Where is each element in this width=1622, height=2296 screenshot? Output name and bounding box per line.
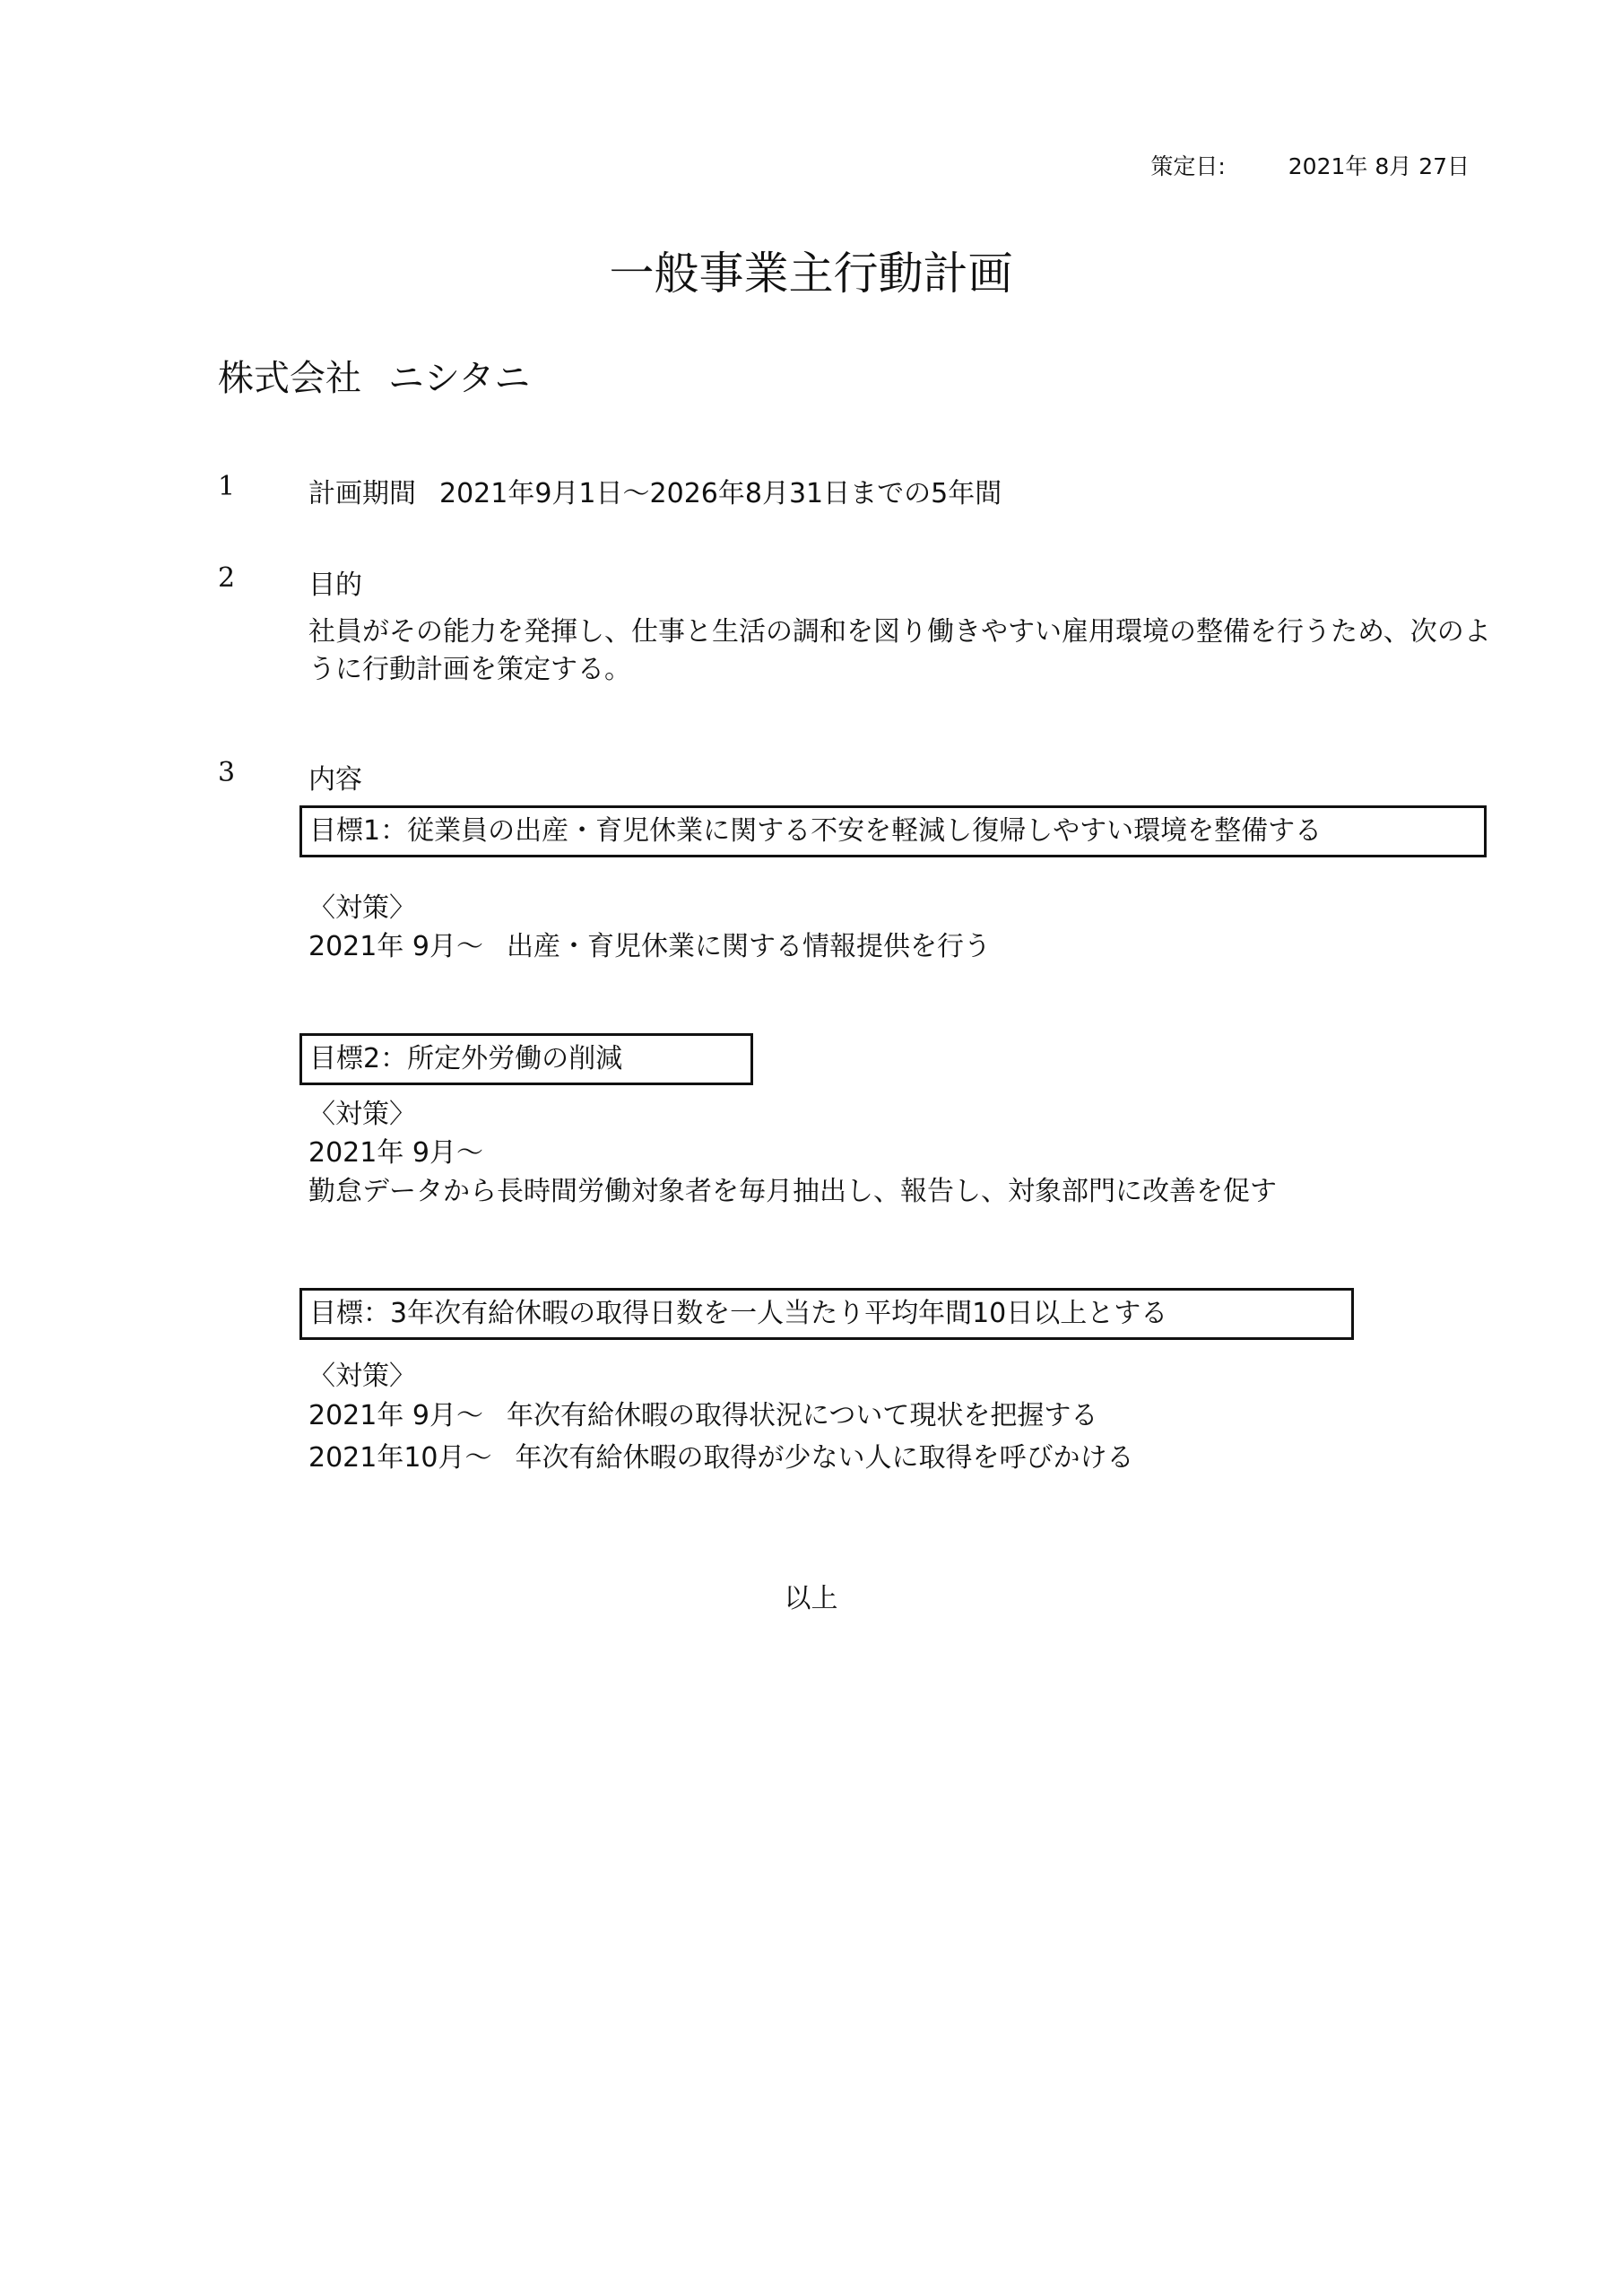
closing-text: 以上 bbox=[784, 1583, 838, 1614]
company-prefix: 株式会社 bbox=[218, 358, 361, 399]
goal-2-measure-date: 2021年 9月～ bbox=[308, 1137, 483, 1169]
measure-action: 年次有給休暇の取得が少ない人に取得を呼びかける bbox=[515, 1442, 1134, 1474]
section-1-line bbox=[308, 471, 1002, 510]
section-2-heading: 目的 bbox=[308, 570, 362, 601]
section-3-number: 3 bbox=[218, 757, 236, 788]
section-1-heading: 計画期間 bbox=[308, 478, 416, 509]
goal-2-box: 目標2：所定外労働の削減 bbox=[299, 1033, 753, 1085]
company-label: ニシタニ bbox=[388, 358, 531, 399]
measure-date: 2021年10月～ bbox=[308, 1442, 492, 1474]
date-label: 策定日: bbox=[1150, 153, 1226, 179]
section-2-number: 2 bbox=[218, 562, 236, 594]
date-value: 2021年 8月 27日 bbox=[1288, 153, 1470, 179]
goal-3-measure-1 bbox=[308, 1393, 1097, 1432]
purpose-text: 社員がその能力を発揮し、仕事と生活の調和を図り働きやすい雇用環境の整備を行うため、次のように行動計画を策定する。 bbox=[308, 616, 1491, 685]
goal-1-measure-label: 〈対策〉 bbox=[308, 892, 416, 924]
measure-date: 2021年 9月～ bbox=[308, 1400, 483, 1431]
plan-date bbox=[1150, 149, 1470, 181]
goal-3-box: 目標：3年次有給休暇の取得日数を一人当たり平均年間10日以上とする bbox=[299, 1288, 1354, 1340]
goal-2-measure-label: 〈対策〉 bbox=[308, 1099, 416, 1130]
plan-period: 2021年9月1日～2026年8月31日までの5年間 bbox=[439, 478, 1002, 509]
document-title: 一般事業主行動計画 bbox=[609, 248, 1013, 300]
company-name bbox=[218, 350, 530, 401]
goal-1-measure-1 bbox=[308, 924, 991, 963]
measure-action: 年次有給休暇の取得状況について現状を把握する bbox=[506, 1400, 1098, 1431]
goal-3-measure-label: 〈対策〉 bbox=[308, 1361, 416, 1392]
measure-date: 2021年 9月～ bbox=[308, 931, 483, 962]
section-1-number: 1 bbox=[218, 471, 236, 502]
goal-1-box: 目標1：従業員の出産・育児休業に関する不安を軽減し復帰しやすい環境を整備する bbox=[299, 805, 1487, 857]
goal-3-measure-2 bbox=[308, 1435, 1134, 1474]
goal-2-measure-action: 勤怠データから長時間労働対象者を毎月抽出し、報告し、対象部門に改善を促す bbox=[308, 1176, 1277, 1207]
measure-action: 出産・育児休業に関する情報提供を行う bbox=[506, 931, 991, 962]
section-3-heading: 内容 bbox=[308, 764, 362, 796]
